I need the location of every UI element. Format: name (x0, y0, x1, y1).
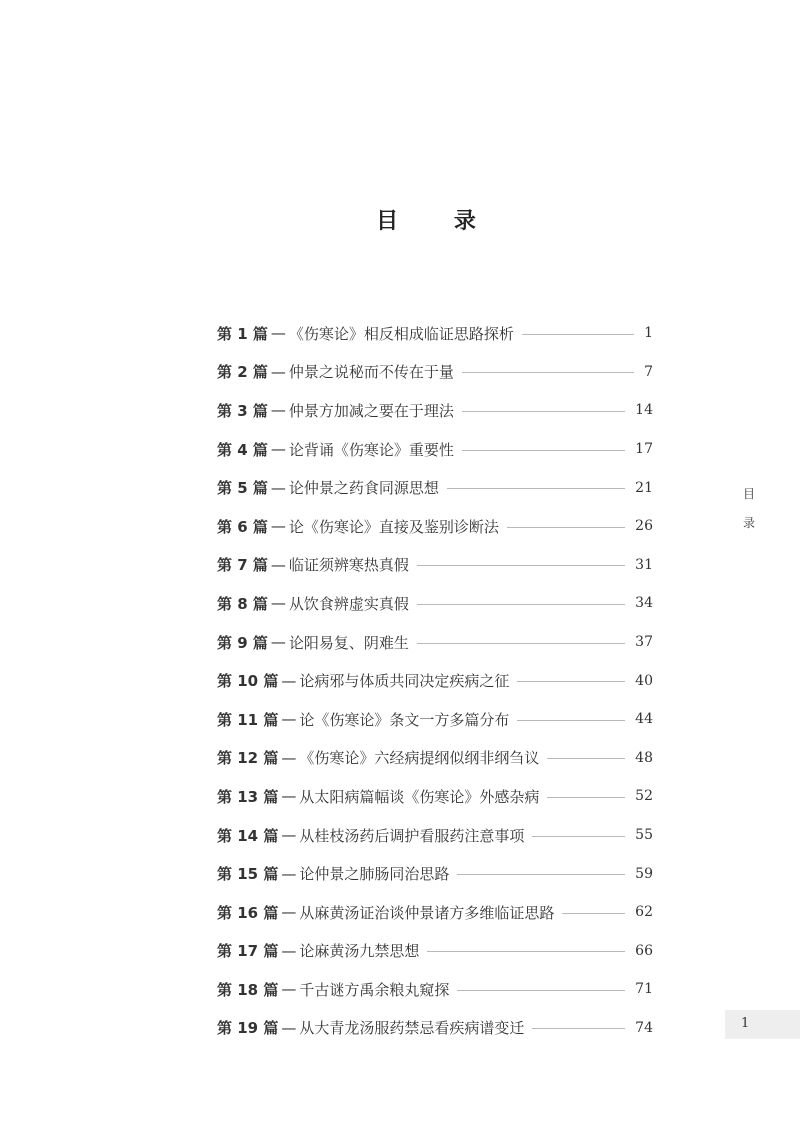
toc-entry-leader-line (417, 565, 625, 566)
toc-entry-number: 第 14 篇 (217, 826, 279, 845)
toc-entry[interactable] (217, 700, 653, 739)
toc-entry-leader-line (462, 450, 625, 451)
toc-entry-dash: — (281, 941, 297, 960)
side-section-label: 目 录 (742, 487, 755, 530)
toc-entry-title: 论阳易复、阴难生 (288, 633, 409, 652)
toc-entry-dash: — (281, 710, 297, 729)
toc-entry-page: 48 (635, 749, 653, 766)
toc-entry-dash: — (281, 748, 297, 767)
toc-entry-page: 37 (635, 634, 653, 651)
toc-entry[interactable] (217, 430, 653, 469)
toc-entry-dash: — (270, 633, 286, 652)
toc-entry-leader-line (462, 411, 625, 412)
toc-entry-leader-line (417, 643, 625, 644)
toc-entry-number: 第 19 篇 (217, 1019, 279, 1038)
toc-entry-title: 论仲景之药食同源思想 (288, 479, 439, 498)
toc-entry-dash: — (281, 787, 297, 806)
toc-entry[interactable] (217, 970, 653, 1009)
toc-entry-leader-line (462, 372, 634, 373)
toc-entry-page: 21 (635, 479, 653, 496)
toc-entry-title: 论《伤寒论》条文一方多篇分布 (299, 710, 510, 729)
toc-entry-number: 第 13 篇 (217, 787, 279, 806)
toc-entry[interactable] (217, 854, 653, 893)
toc-entry-title: 从饮食辨虚实真假 (288, 594, 409, 613)
toc-entry-number: 第 7 篇 (217, 556, 268, 575)
toc-entry-page: 31 (635, 556, 653, 573)
toc-entry[interactable] (217, 661, 653, 700)
toc-entry-page: 66 (635, 942, 653, 959)
toc-entry-dash: — (281, 903, 297, 922)
toc-entry-title: 《伤寒论》六经病提纲似纲非纲刍议 (299, 749, 540, 768)
toc-entry-leader-line (532, 836, 625, 837)
toc-entry-number: 第 11 篇 (217, 710, 279, 729)
toc-entry-leader-line (447, 488, 625, 489)
toc-entry-title: 仲景之说秘而不传在于量 (288, 363, 454, 382)
toc-entry-title: 论背诵《伤寒论》重要性 (288, 440, 454, 459)
toc-entry[interactable] (217, 1009, 653, 1048)
toc-entry-title: 论麻黄汤九禁思想 (299, 942, 420, 961)
toc-entry[interactable] (217, 507, 653, 546)
toc-entry[interactable] (217, 468, 653, 507)
toc-entry-dash: — (270, 478, 286, 497)
toc-entry-leader-line (517, 681, 625, 682)
toc-entry-leader-line (457, 874, 625, 875)
toc-entry[interactable] (217, 546, 653, 585)
toc-entry-page: 71 (635, 981, 653, 998)
toc-entry[interactable] (217, 893, 653, 932)
toc-entry-leader-line (517, 720, 625, 721)
toc-entry-title: 论病邪与体质共同决定疾病之征 (299, 672, 510, 691)
toc-entry-number: 第 6 篇 (217, 517, 268, 536)
toc-entry-page: 74 (635, 1019, 653, 1036)
toc-entry-number: 第 2 篇 (217, 363, 268, 382)
toc-entry-title: 从大青龙汤服药禁忌看疾病谱变迁 (299, 1019, 525, 1038)
toc-entry-title: 论《伤寒论》直接及鉴别诊断法 (288, 517, 499, 536)
toc-entry-dash: — (270, 401, 286, 420)
toc-entry-number: 第 12 篇 (217, 749, 279, 768)
toc-entry-number: 第 15 篇 (217, 865, 279, 884)
toc-entry-title: 仲景方加减之要在于理法 (288, 401, 454, 420)
toc-entry-page: 52 (635, 788, 653, 805)
toc-entry-page: 44 (635, 711, 653, 728)
toc-entry-page: 7 (644, 363, 653, 380)
toc-entry-page: 14 (635, 402, 653, 419)
toc-entry[interactable] (217, 584, 653, 623)
toc-entry-page: 55 (635, 827, 653, 844)
toc-entry-dash: — (270, 440, 286, 459)
toc-entry-page: 17 (635, 441, 653, 458)
toc-entry-number: 第 18 篇 (217, 980, 279, 999)
table-of-contents (217, 314, 653, 1047)
toc-entry-number: 第 5 篇 (217, 479, 268, 498)
toc-entry-leader-line (417, 604, 625, 605)
toc-entry-dash: — (270, 594, 286, 613)
toc-entry-title: 从桂枝汤药后调护看服药注意事项 (299, 826, 525, 845)
toc-entry-number: 第 8 篇 (217, 594, 268, 613)
toc-entry[interactable] (217, 314, 653, 353)
toc-entry-leader-line (547, 797, 625, 798)
toc-entry-number: 第 9 篇 (217, 633, 268, 652)
toc-entry-title: 从麻黄汤证治谈仲景诸方多维临证思路 (299, 903, 555, 922)
page-title: 目 录 (376, 208, 500, 234)
toc-entry-page: 1 (644, 325, 653, 342)
toc-entry-title: 千古谜方禹余粮丸窥探 (299, 980, 450, 999)
toc-entry-dash: — (270, 324, 286, 343)
toc-entry-number: 第 3 篇 (217, 401, 268, 420)
toc-entry-leader-line (532, 1028, 625, 1029)
toc-entry-page: 26 (635, 518, 653, 535)
toc-entry-title: 《伤寒论》相反相成临证思路探析 (288, 324, 514, 343)
toc-entry-dash: — (281, 826, 297, 845)
page-number: 1 (741, 1016, 750, 1031)
toc-entry-dash: — (281, 1018, 297, 1037)
toc-entry-leader-line (547, 758, 625, 759)
toc-entry[interactable] (217, 932, 653, 971)
toc-entry-dash: — (281, 671, 297, 690)
toc-entry-page: 40 (635, 672, 653, 689)
toc-entry-leader-line (427, 951, 625, 952)
toc-entry[interactable] (217, 353, 653, 392)
toc-entry-dash: — (281, 980, 297, 999)
toc-entry-number: 第 1 篇 (217, 324, 268, 343)
toc-entry-title: 论仲景之肺肠同治思路 (299, 865, 450, 884)
page-number-tab (725, 1010, 800, 1039)
toc-entry-leader-line (507, 527, 625, 528)
toc-entry-dash: — (270, 555, 286, 574)
toc-entry[interactable] (217, 739, 653, 778)
toc-entry-title: 临证须辨寒热真假 (288, 556, 409, 575)
toc-entry-leader-line (457, 990, 625, 991)
toc-entry-number: 第 17 篇 (217, 942, 279, 961)
toc-entry-number: 第 16 篇 (217, 903, 279, 922)
toc-entry-dash: — (270, 362, 286, 381)
toc-entry-page: 59 (635, 865, 653, 882)
toc-entry-dash: — (281, 864, 297, 883)
toc-entry-number: 第 4 篇 (217, 440, 268, 459)
toc-entry[interactable] (217, 391, 653, 430)
toc-entry-leader-line (562, 913, 625, 914)
toc-entry[interactable] (217, 623, 653, 662)
toc-entry-leader-line (522, 334, 634, 335)
toc-entry-number: 第 10 篇 (217, 672, 279, 691)
toc-entry-page: 34 (635, 595, 653, 612)
toc-entry[interactable] (217, 777, 653, 816)
toc-entry-page: 62 (635, 904, 653, 921)
toc-entry[interactable] (217, 816, 653, 855)
toc-entry-title: 从太阳病篇幅谈《伤寒论》外感杂病 (299, 787, 540, 806)
toc-entry-dash: — (270, 517, 286, 536)
